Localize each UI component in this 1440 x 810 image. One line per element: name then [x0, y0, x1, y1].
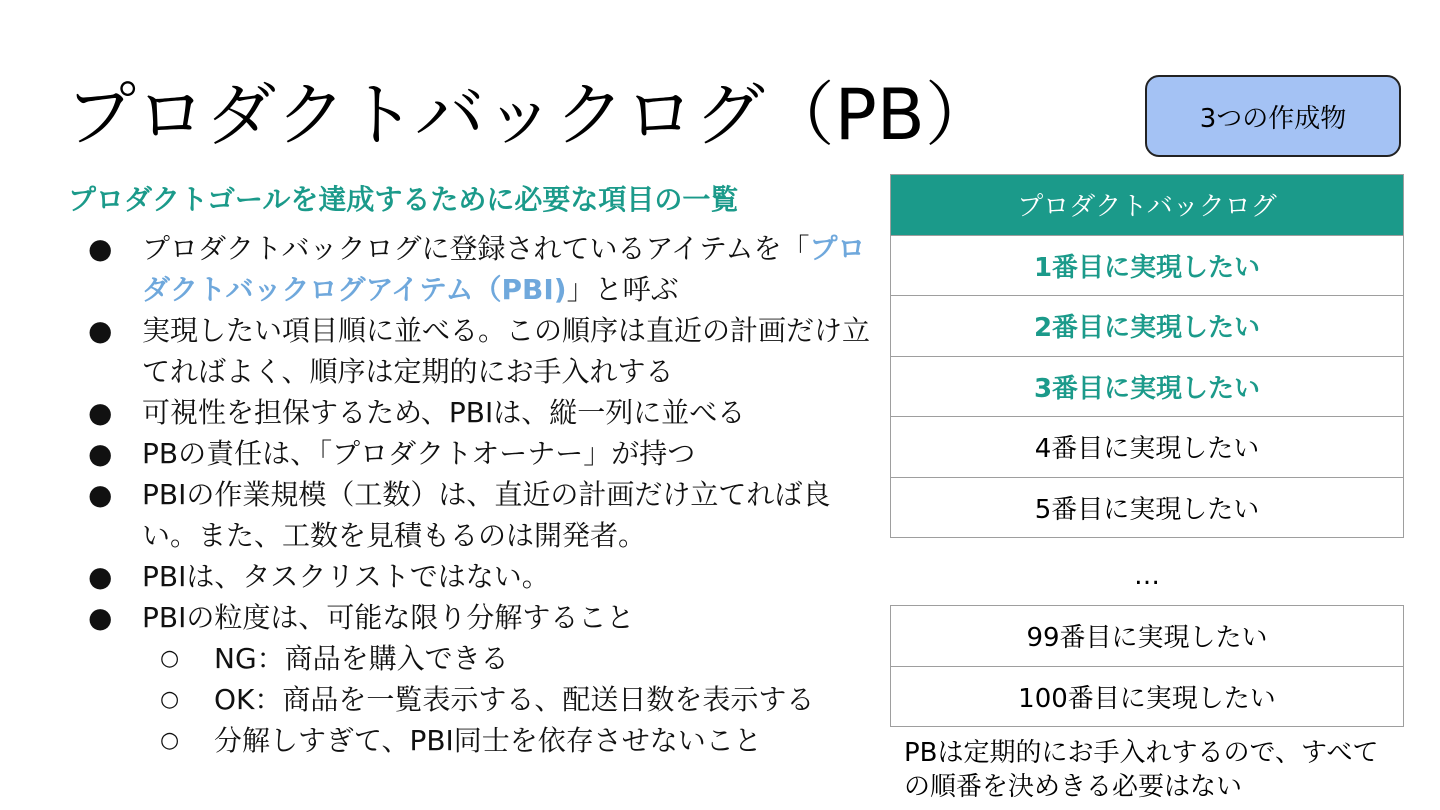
bullet-text: PBIの作業規模（工数）は、直近の計画だけ立てれば良い。また、工数を見積もるのは開発者。 — [142, 478, 831, 552]
bullet-marker: ● — [88, 396, 113, 429]
backlog-item: 1番目に実現したい — [891, 235, 1404, 296]
slide-subtitle: プロダクトゴールを達成するために必要な項目の一覧 — [68, 183, 739, 216]
bullet-text: 」と呼ぶ — [566, 273, 679, 306]
slide-title: プロダクトバックログ（PB） — [66, 74, 995, 156]
bullet-highlight-pbi: プロダクトバックログアイテム（PBI) — [142, 232, 866, 306]
bullet-text: 実現したい項目順に並べる。この順序は直近の計画だけ立てればよく、順序は定期的にお手入れする — [142, 314, 871, 388]
bullet-item — [80, 433, 870, 474]
backlog-item: 2番目に実現したい — [891, 296, 1404, 357]
bullet-marker: ● — [88, 232, 113, 265]
sub-bullet-item — [80, 679, 870, 720]
backlog-ellipsis: … — [1134, 561, 1160, 591]
bullet-item — [80, 474, 870, 556]
sub-bullet-item — [80, 720, 870, 761]
bullet-text: PBの責任は、「プロダクトオーナー」が持つ — [142, 437, 696, 470]
sub-bullet-text: NG：商品を購入できる — [214, 642, 509, 675]
bullet-item — [80, 310, 870, 392]
sub-bullet-marker: ○ — [160, 646, 180, 671]
sub-bullet-marker: ○ — [160, 687, 180, 712]
sub-bullet-item — [80, 638, 870, 679]
backlog-note: PBは定期的にお手入れするので、すべての順番を決めきる必要はない — [904, 738, 1379, 802]
backlog-item: 5番目に実現したい — [891, 477, 1404, 538]
bullet-item — [80, 556, 870, 597]
backlog-table — [890, 174, 1404, 538]
bullet-marker: ● — [88, 314, 113, 347]
artifacts-badge: 3つの作成物 — [1145, 75, 1401, 157]
backlog-item: 4番目に実現したい — [891, 417, 1404, 478]
backlog-item: 3番目に実現したい — [891, 356, 1404, 417]
sub-bullet-text: 分解しすぎて、PBI同士を依存させないこと — [214, 724, 762, 757]
backlog-header: プロダクトバックログ — [891, 175, 1404, 236]
bullet-text: 可視性を担保するため、PBIは、縦一列に並べる — [142, 396, 746, 429]
bullet-item — [80, 228, 870, 310]
bullet-text: プロダクトバックログに登録されているアイテムを「 — [142, 232, 810, 265]
sub-bullet-marker: ○ — [160, 728, 180, 753]
bullet-marker: ● — [88, 560, 113, 593]
bullet-item — [80, 392, 870, 433]
bullet-item — [80, 597, 870, 638]
bullet-marker: ● — [88, 478, 113, 511]
bullet-text: PBIの粒度は、可能な限り分解すること — [142, 601, 635, 634]
backlog-item: 100番目に実現したい — [891, 666, 1404, 727]
bullet-marker: ● — [88, 437, 113, 470]
bullet-marker: ● — [88, 601, 113, 634]
backlog-table-bottom — [890, 605, 1404, 727]
backlog-item: 99番目に実現したい — [891, 606, 1404, 667]
bullet-list — [80, 228, 870, 761]
sub-bullet-text: OK：商品を一覧表示する、配送日数を表示する — [214, 683, 815, 716]
bullet-text: PBIは、タスクリストではない。 — [142, 560, 550, 593]
